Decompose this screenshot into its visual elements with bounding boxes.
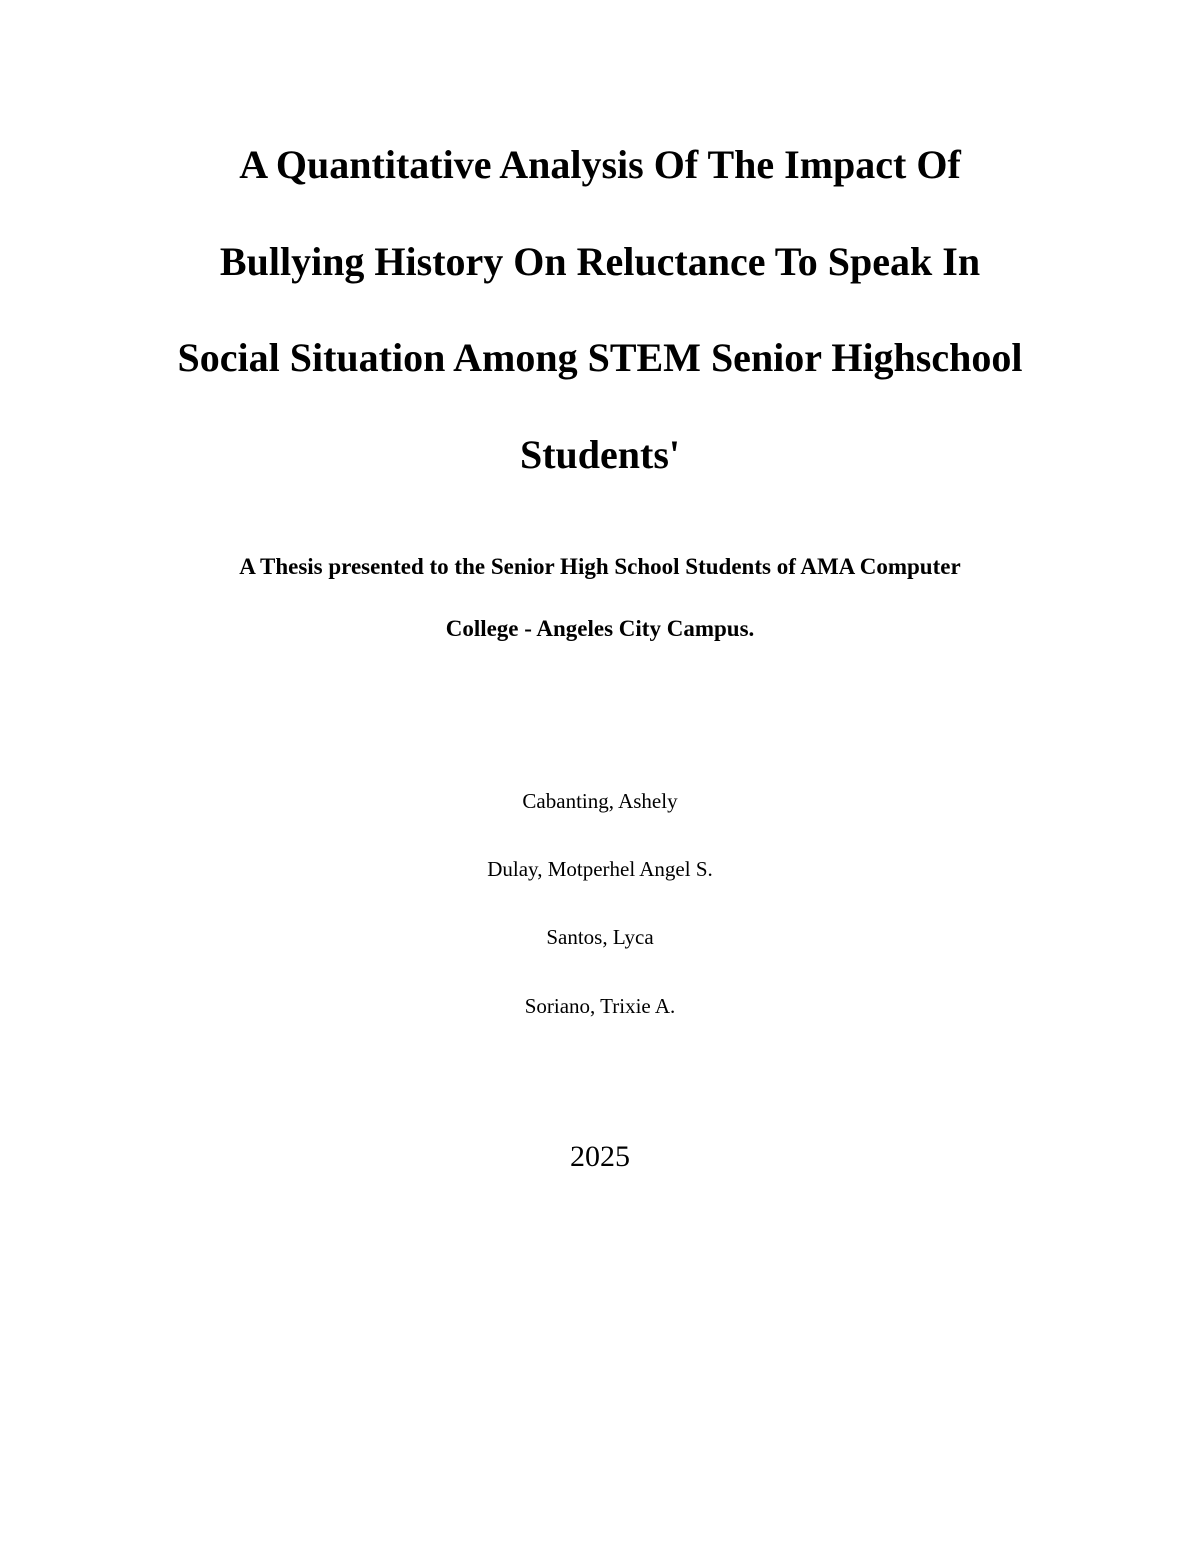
title-line-1: A Quantitative Analysis Of The Impact Of: [239, 142, 961, 187]
title-line-4: Students': [519, 432, 681, 477]
author-4: Soriano, Trixie A.: [524, 994, 676, 1018]
title-line-3: Social Situation Among STEM Senior Highschool: [177, 335, 1023, 380]
subtitle-line-1: A Thesis presented to the Senior High School Students of AMA Computer: [239, 554, 961, 579]
author-3: Santos, Lyca: [546, 925, 654, 949]
author-2: Dulay, Motperhel Angel S.: [487, 857, 713, 881]
subtitle-line-2: College - Angeles City Campus.: [445, 616, 755, 641]
title-line-2: Bullying History On Reluctance To Speak In: [219, 239, 981, 284]
author-1: Cabanting, Ashely: [522, 789, 678, 813]
year: 2025: [570, 1140, 630, 1173]
